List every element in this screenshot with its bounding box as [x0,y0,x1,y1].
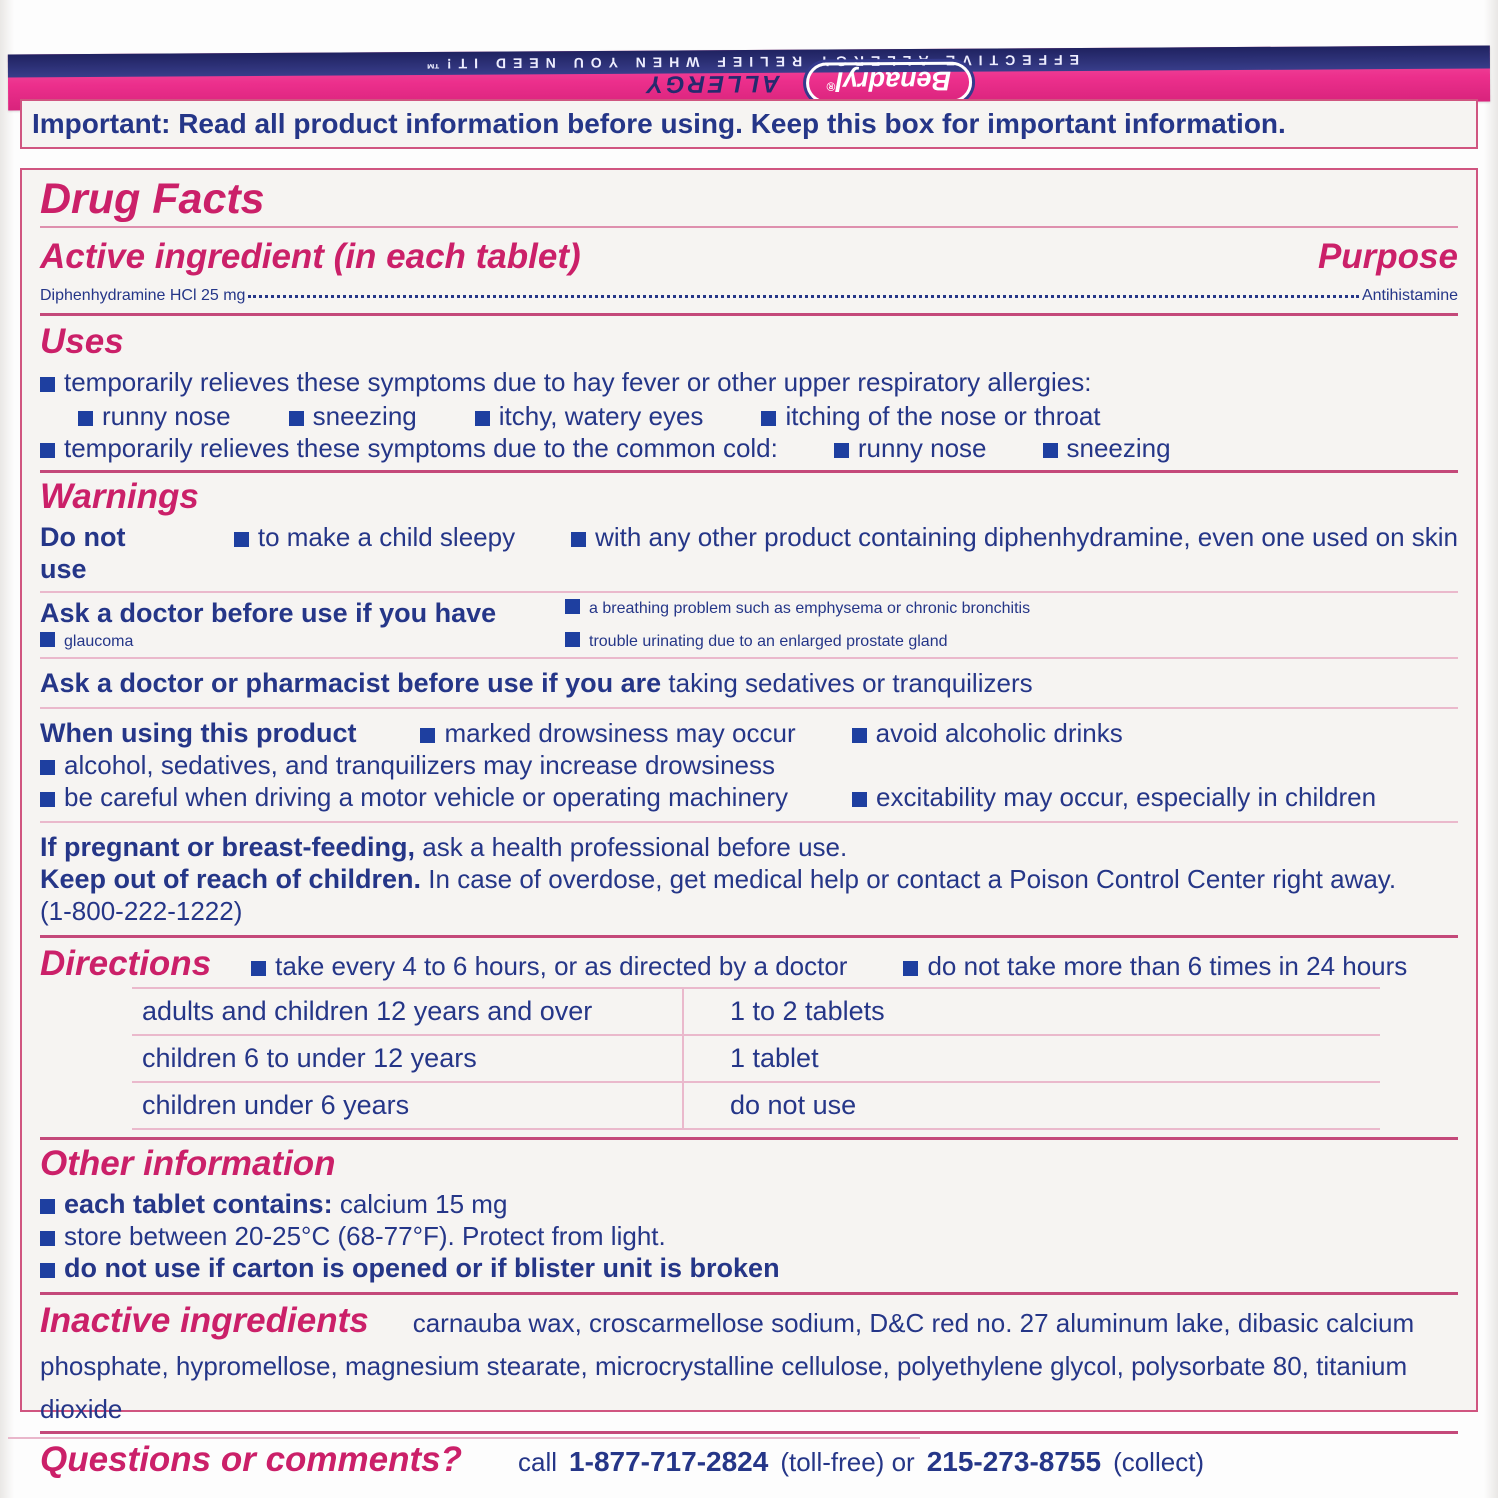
symptom-item: sneezing [1043,432,1171,464]
bullet-square-icon [289,411,304,426]
uses-symptom-list [78,400,1458,432]
brand-name: Benadryl [835,65,952,97]
section-divider [40,313,1458,316]
section-divider [40,1292,1458,1295]
symptom-item: runny nose [834,432,987,464]
collect-phone-number: 215-273-8755 [926,1446,1102,1477]
warning-item: excitability may occur, especially in children [852,781,1376,813]
important-notice-box [20,99,1478,149]
bullet-square-icon [420,728,435,743]
active-ingredient-heading: Active ingredient (in each tablet) [40,237,581,276]
bullet-square-icon [761,411,776,426]
bullet-square-icon [251,961,266,976]
section-divider [40,1137,1458,1140]
drug-facts-panel [20,168,1478,1479]
symptom-item: itching of the nose or throat [761,400,1100,432]
warning-item: a breathing problem such as emphysema or chronic bronchitis [565,598,1458,629]
pregnant-line: If pregnant or breast-feeding, ask a health professional before use. [40,832,848,862]
storage-line: store between 20-25°C (68-77°F). Protect from light. [40,1220,1458,1252]
bullet-square-icon [78,411,93,426]
age-cell: children 6 to under 12 years [142,1043,477,1073]
dose-cell: do not use [682,1083,1380,1128]
section-divider [40,1431,1458,1434]
ingredient-purpose: Antihistamine [1361,287,1458,304]
active-ingredient-row [40,287,1458,305]
symptom-item: itchy, watery eyes [475,400,704,432]
ask-doctor-label: Ask a doctor before use if you have [40,598,497,628]
warnings-heading: Warnings [40,477,199,516]
directions-header-row [40,944,1458,984]
product-name: ALLERGY [644,70,781,99]
bullet-square-icon [565,599,580,614]
directions-bullet: do not take more than 6 times in 24 hours [903,950,1407,982]
questions-row [40,1440,1458,1480]
table-row [132,1083,1380,1130]
dose-cell: 1 to 2 tablets [682,989,1380,1034]
carton-warning-line: do not use if carton is opened or if blister unit is broken [40,1252,1458,1284]
carton-fold-line [8,1437,920,1439]
warning-item: be careful when driving a motor vehicle or operating machinery [40,781,788,813]
bullet-square-icon [40,792,55,807]
when-using-label: When using this product [40,718,357,748]
ask-pharmacist-line: Ask a doctor or pharmacist before use if you are taking sedatives or tranquilizers [40,668,1033,698]
drug-facts-title: Drug Facts [40,175,265,223]
bullet-square-icon [40,632,55,647]
active-ingredient-header [40,237,1458,277]
ingredient-name: Diphenhydramine HCl 25 mg [40,287,246,304]
collect-suffix: (collect) [1113,1447,1205,1477]
dosage-table [132,987,1380,1130]
questions-heading: Questions or comments? [40,1440,463,1479]
when-using-item: alcohol, sedatives, and tranquilizers may increase drowsiness [40,749,1458,781]
bullet-square-icon [903,961,918,976]
bullet-square-icon [475,411,490,426]
tablet-contains-line: each tablet contains: calcium 15 mg [40,1188,1458,1220]
purpose-heading: Purpose [1317,237,1458,276]
dose-cell: 1 tablet [682,1036,1380,1081]
benadryl-logo [806,62,973,104]
warning-item: with any other product containing diphenhydramine, even one used on skin [571,521,1458,553]
bullet-square-icon [40,377,55,392]
when-using-row [40,717,1458,749]
do-not-use-row [40,521,1458,585]
bullet-square-icon [571,532,586,547]
when-using-row [40,781,1458,813]
inactive-ingredients-paragraph [40,1299,1458,1431]
symptom-item: sneezing [289,400,417,432]
bullet-square-icon [834,443,849,458]
tollfree-phone-number: 1-877-717-2824 [569,1446,769,1477]
symptom-item: runny nose [78,400,231,432]
bullet-square-icon [852,792,867,807]
bullet-square-icon [40,1263,55,1278]
keep-out-of-reach-line: Keep out of reach of children. In case of overdose, get medical help or contact a Poison Control Center right away. [40,864,1397,894]
subsection-divider [40,821,1458,823]
ask-doctor-block [40,598,1458,651]
age-cell: children under 6 years [142,1090,410,1120]
warning-item: glaucoma [40,631,565,651]
table-row [132,1036,1380,1083]
section-divider [40,935,1458,938]
bullet-square-icon [40,1231,55,1246]
subsection-divider [40,657,1458,659]
inactive-ingredients-list: carnauba wax, croscarmellose sodium, D&C red no. 27 aluminum lake, dibasic calcium phosphate, hypromellose, magnesium stearate, microcrystalline cellulose, polyethylene glycol, polysorbate 80, titanium dioxide [40,1308,1415,1424]
poison-control-phone: (1-800-222-1222) [40,896,243,926]
subsection-divider [40,707,1458,709]
tollfree-suffix: (toll-free) or [780,1447,915,1477]
warning-item: avoid alcoholic drinks [852,717,1123,749]
cold-text: temporarily relieves these symptoms due to the common cold: [40,432,778,464]
bullet-square-icon [234,532,249,547]
table-row [132,989,1380,1036]
title-rule [40,226,1458,228]
uses-heading: Uses [40,322,124,361]
inactive-ingredients-heading: Inactive ingredients [40,1301,369,1340]
other-information-heading: Other information [40,1144,336,1183]
bullet-square-icon [852,728,867,743]
bullet-square-icon [1043,443,1058,458]
section-divider [40,470,1458,473]
warning-item: marked drowsiness may occur [420,717,795,749]
uses-hay-fever-line: temporarily relieves these symptoms due to hay fever or other upper respiratory allergies: [40,366,1458,398]
do-not-use-label: Do not use [40,522,126,584]
directions-heading: Directions [40,944,212,983]
call-label: call [518,1447,558,1477]
directions-bullet: take every 4 to 6 hours, or as directed by a doctor [251,950,847,982]
bullet-square-icon [40,1199,55,1214]
subsection-divider [40,591,1458,593]
warning-item: trouble urinating due to an enlarged prostate gland [565,631,1458,651]
important-notice-text: Important: Read all product information before using. Keep this box for important information. [32,108,1286,139]
brand-tagline: EFFECTIVE ALLERGY RELIEF WHEN YOU NEED IT!™ [418,51,1079,72]
bullet-square-icon [40,760,55,775]
warning-item: to make a child sleepy [234,521,515,553]
bullet-square-icon [40,443,55,458]
uses-cold-line [40,432,1458,464]
bullet-square-icon [565,632,580,647]
registered-mark: ® [826,79,836,94]
age-cell: adults and children 12 years and over [142,996,593,1026]
dot-leader [248,295,1359,298]
